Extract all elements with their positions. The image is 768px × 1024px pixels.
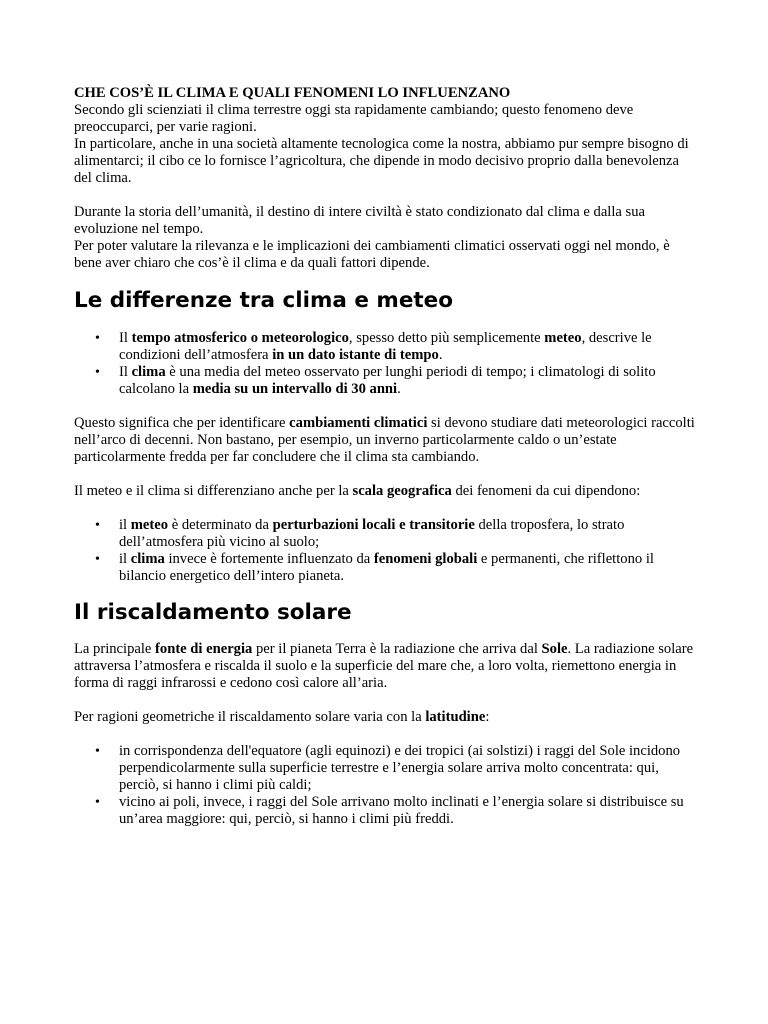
bullet-icon: •	[95, 331, 100, 346]
list-item: • vicino ai poli, invece, i raggi del Sole arrivano molto inclinati e l’energia solare si distribuisce su un’area maggiore: qui, perciò, si hanno i climi più freddi.	[95, 794, 684, 827]
bold-term: clima	[131, 364, 166, 380]
bullet-icon: •	[95, 744, 100, 759]
document-title: CHE COS’È IL CLIMA E QUALI FENOMENI LO INFLUENZANO	[74, 85, 511, 101]
bullet-list-scale	[74, 517, 698, 585]
body-paragraph: Per ragioni geometriche il riscaldamento solare varia con la latitudine:	[74, 709, 490, 725]
bold-term: in un dato istante di tempo	[272, 347, 439, 363]
list-item: • Il tempo atmosferico o meteorologico, spesso detto più semplicemente meteo, descrive le condizioni dell’atmosfera in un dato istante di tempo.	[95, 330, 652, 363]
bold-term: meteo	[130, 517, 169, 533]
bold-term: tempo atmosferico o meteorologico	[131, 330, 349, 346]
bullet-icon: •	[95, 552, 100, 567]
bullet-icon: •	[95, 365, 100, 380]
intro-paragraph: In particolare, anche in una società altamente tecnologica come la nostra, abbiamo pur sempre bisogno di alimentarci; il cibo ce lo fornisce l’agricoltura, che dipende in modo decisivo proprio dalla benevolenza del clima.	[74, 136, 689, 186]
paragraph-spacer	[74, 466, 698, 483]
body-paragraph: Questo significa che per identificare cambiamenti climatici si devono studiare dati meteorologici raccolti nell’arco di decenni. Non bastano, per esempio, un inverno particolarmente caldo o un’estate particolarmente fredda per far concludere che il clima sta cambiando.	[74, 415, 695, 465]
section-heading-differenze: Le differenze tra clima e meteo	[74, 288, 454, 313]
list-item: • Il clima è una media del meteo osservato per lunghi periodi di tempo; i climatologi di solito calcolano la media su un intervallo di 30 anni.	[95, 364, 656, 397]
bold-term: Sole	[541, 641, 568, 657]
bold-term: cambiamenti climatici	[289, 415, 428, 431]
bold-term: perturbazioni locali e transitorie	[272, 517, 475, 533]
list-item: • il meteo è determinato da perturbazioni locali e transitorie della troposfera, lo strato dell’atmosfera più vicino al suolo;	[95, 517, 625, 550]
bold-term: latitudine	[425, 709, 486, 725]
bold-term: fonte di energia	[155, 641, 253, 657]
bold-term: fenomeni globali	[373, 551, 478, 567]
bullet-list-definitions	[74, 330, 698, 398]
bold-term: meteo	[544, 330, 582, 346]
bullet-icon: •	[95, 795, 100, 810]
bold-term: clima	[130, 551, 165, 567]
section-heading-riscaldamento: Il riscaldamento solare	[74, 600, 352, 625]
list-item: • il clima invece è fortemente influenzato da fenomeni globali e permanenti, che riflettono il bilancio energetico dell’intero pianeta.	[95, 551, 654, 584]
bullet-icon: •	[95, 518, 100, 533]
paragraph-spacer	[74, 692, 698, 709]
bold-term: media su un intervallo di 30 anni	[192, 381, 398, 397]
bold-term: scala geografica	[352, 483, 452, 499]
intro-paragraph: Durante la storia dell’umanità, il destino di intere civiltà è stato condizionato dal clima e dalla sua evoluzione nel tempo.	[74, 204, 645, 237]
body-paragraph: La principale fonte di energia per il pianeta Terra è la radiazione che arriva dal Sole. La radiazione solare attraversa l’atmosfera e riscalda il suolo e la superficie del mare che, a loro volta, riemettono energia in forma di raggi infrarossi e cedono così calore all’aria.	[74, 641, 694, 691]
intro-paragraph: Secondo gli scienziati il clima terrestre oggi sta rapidamente cambiando; questo fenomeno deve preoccuparci, per varie ragioni.	[74, 102, 634, 135]
bullet-list-latitude	[74, 743, 698, 828]
paragraph-spacer	[74, 187, 698, 204]
intro-paragraph: Per poter valutare la rilevanza e le implicazioni dei cambiamenti climatici osservati oggi nel mondo, è bene aver chiaro che cos’è il clima e da quali fattori dipende.	[74, 238, 670, 271]
list-item: • in corrispondenza dell'equatore (agli equinozi) e dei tropici (ai solstizi) i raggi del Sole incidono perpendicolarmente sulla superficie terrestre e l’energia solare arriva molto concentrata: qui, perciò, si hanno i climi più caldi;	[95, 743, 681, 793]
body-paragraph: Il meteo e il clima si differenziano anche per la scala geografica dei fenomeni da cui dipendono:	[74, 483, 641, 499]
